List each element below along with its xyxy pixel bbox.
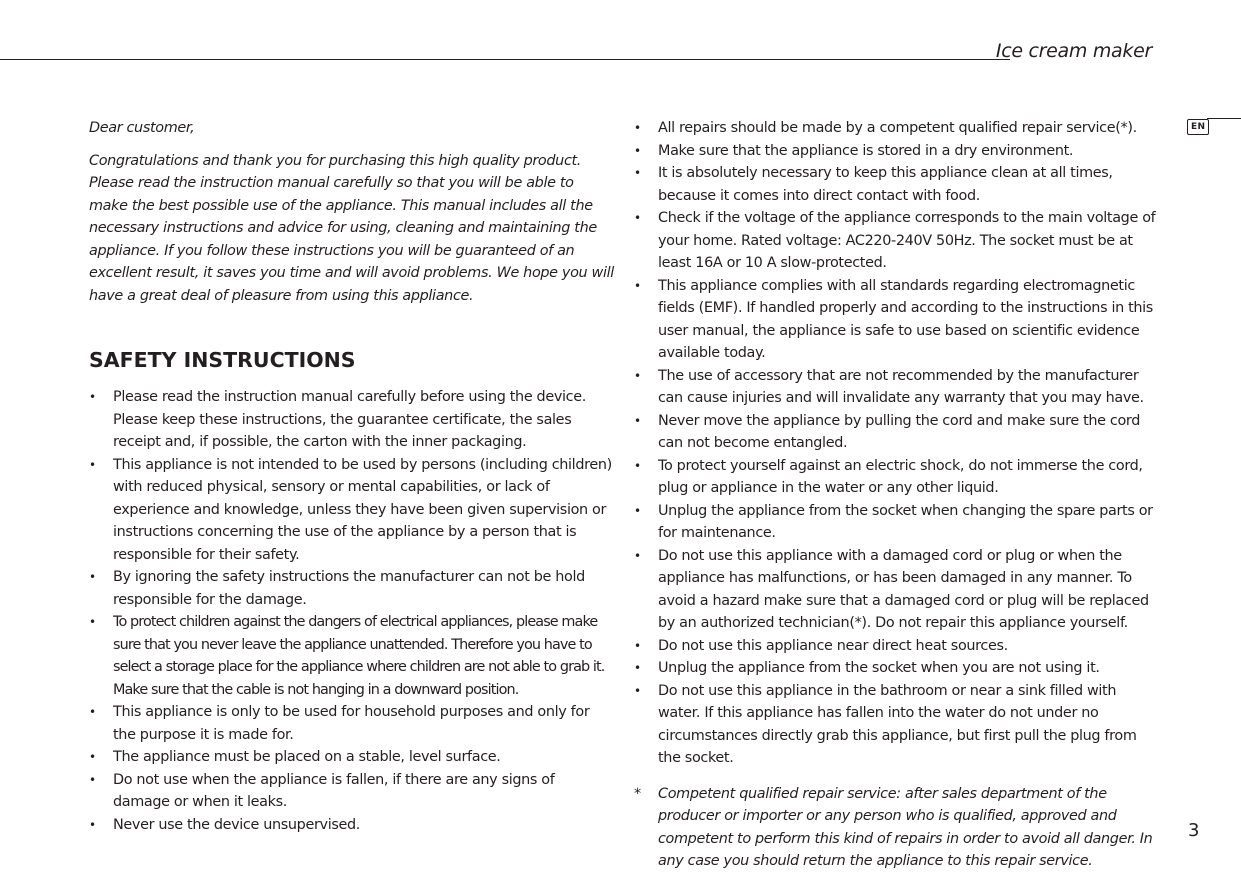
list-item: • All repairs should be made by a competent qualified repair service(*). [634, 117, 1159, 140]
list-item: • By ignoring the safety instructions the manufacturer can not be hold responsible for the damage. [89, 566, 614, 611]
list-item: • It is absolutely necessary to keep this appliance clean at all times, because it comes into direct contact with food. [634, 162, 1159, 207]
list-item: • Do not use this appliance in the bathroom or near a sink filled with water. If this appliance has fallen into the water do not under no circumstances directly grab this appliance, but first pull the plug from the socket. [634, 680, 1159, 770]
list-item: • Never use the device unsupervised. [89, 814, 614, 837]
list-item: • To protect yourself against an electric shock, do not immerse the cord, plug or appliance in the water or any other liquid. [634, 455, 1159, 500]
footnote [634, 783, 1159, 873]
list-item: • This appliance complies with all standards regarding electromagnetic fields (EMF). If handled properly and according to the instructions in this user manual, the appliance is safe to use based on scientific evidence available today. [634, 275, 1159, 365]
list-item: • To protect children against the dangers of electrical appliances, please make sure that you never leave the appliance unattended. Therefore you have to select a storage place for the appliance where children are not able to grab it. Make sure that the cable is not hanging in a downward position. [89, 611, 614, 701]
list-item: • Never move the appliance by pulling the cord and make sure the cord can not become entangled. [634, 410, 1159, 455]
right-column [634, 117, 1159, 873]
safety-list-left [89, 386, 614, 836]
greeting: Dear customer, [89, 120, 195, 136]
intro [89, 117, 614, 307]
list-item: • Unplug the appliance from the socket when changing the spare parts or for maintenance. [634, 500, 1159, 545]
left-column [89, 117, 614, 836]
page-number: 3 [1188, 820, 1200, 841]
list-item: • This appliance is only to be used for household purposes and only for the purpose it is made for. [89, 701, 614, 746]
intro-paragraph: Congratulations and thank you for purchasing this high quality product. Please read the instruction manual carefully so that you will be able to make the best possible use of the appliance. This manual includes all the necessary instructions and advice for using, cleaning and maintaining the appliance. If you follow these instructions you will be guaranteed of an excellent result, it saves you time and will avoid problems. We hope you will have a great deal of pleasure from using this appliance. [89, 152, 614, 304]
language-rule [1207, 118, 1241, 119]
document-title: Ice cream maker [995, 40, 1152, 62]
list-item: • The appliance must be placed on a stable, level surface. [89, 746, 614, 769]
list-item: • This appliance is not intended to be used by persons (including children) with reduced physical, sensory or mental capabilities, or lack of experience and knowledge, unless they have been given supervision or instructions concerning the use of the appliance by a person that is responsible for their safety. [89, 454, 614, 567]
section-heading: SAFETY INSTRUCTIONS [89, 348, 356, 372]
list-item: • Check if the voltage of the appliance corresponds to the main voltage of your home. Rated voltage: AC220-240V 50Hz. The socket must be at least 16A or 10 A slow-protected. [634, 207, 1159, 275]
list-item: • Do not use this appliance near direct heat sources. [634, 635, 1159, 658]
list-item: • Do not use this appliance with a damaged cord or plug or when the appliance has malfunctions, or has been damaged in any manner. To avoid a hazard make sure that a damaged cord or plug will be replaced by an authorized technician(*). Do not repair this appliance yourself. [634, 545, 1159, 635]
list-item: • Please read the instruction manual carefully before using the device. Please keep these instructions, the guarantee certificate, the sales receipt and, if possible, the carton with the inner packaging. [89, 386, 614, 454]
header-rule [0, 59, 1010, 60]
list-item: • The use of accessory that are not recommended by the manufacturer can cause injuries and will invalidate any warranty that you may have. [634, 365, 1159, 410]
footnote-text: Competent qualified repair service: after sales department of the producer or importer or any person who is qualified, approved and competent to perform this kind of repairs in order to avoid all danger. In any case you should return the appliance to this repair service. [658, 785, 1153, 869]
safety-list-right [634, 117, 1159, 770]
list-item: • Make sure that the appliance is stored in a dry environment. [634, 140, 1159, 163]
list-item: • Unplug the appliance from the socket when you are not using it. [634, 657, 1159, 680]
footnote-mark: * [634, 785, 641, 802]
list-item: • Do not use when the appliance is fallen, if there are any signs of damage or when it leaks. [89, 769, 614, 814]
language-badge: EN [1187, 119, 1209, 135]
